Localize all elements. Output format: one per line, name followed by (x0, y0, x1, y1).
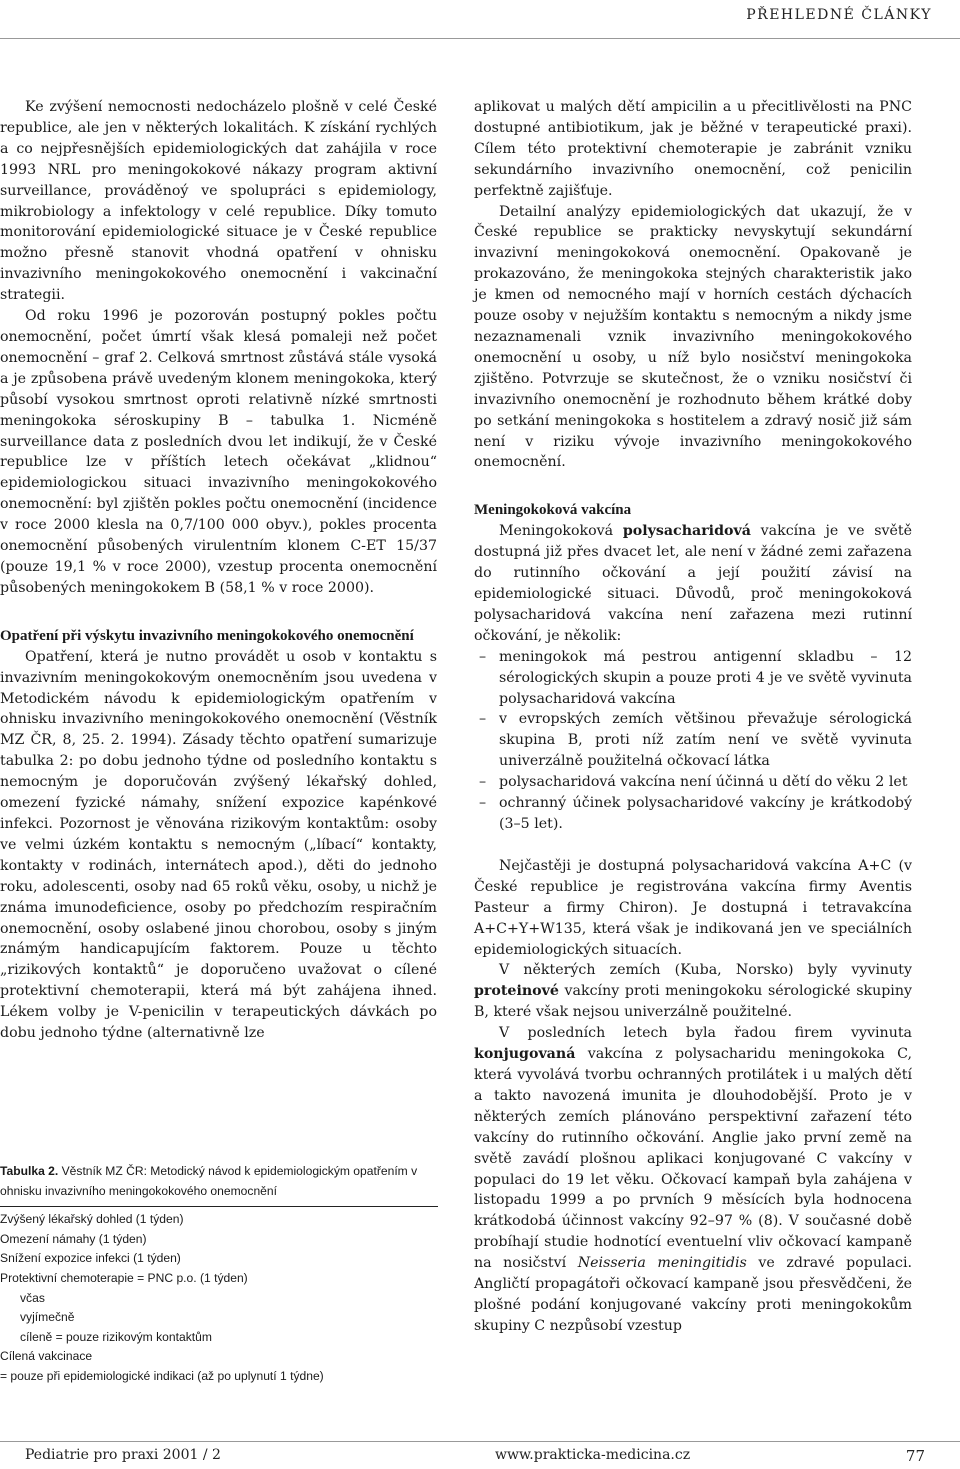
text-span: vakcína z polysacharidu meningokoka C, která vyvolává tvorbu ochranných protilátek i u malých dětí a takto navozená imunita je dlouhodobější. Proto je v některých zemích plánováno perspektivní zařazení této vakcíny do rutinního očkování. Anglie jako první země na světě zavádí plošnou aplikaci konjugované C vakcíny v populaci do 19 let věku. Očkovací kampaň byla zahájena v listopadu 1999 a po prvních 9 měsících byla hodnocena krátkodobá účinnost vakcíny 92–97 % (8). V současné době probíhají studie hodnotící eventuelní vliv očkovací kampaně na nosičství (474, 1046, 912, 1272)
section-heading-vaccine: Meningokoková vakcína (474, 502, 632, 519)
list-item: – ochranný účinek polysacharidové vakcíny je krátkodobý (3–5 let). (474, 793, 912, 835)
reasons-list (474, 647, 912, 835)
table-2 (0, 1162, 438, 1387)
table-row: Snížení expozice infekci (1 týden) (0, 1251, 181, 1266)
text-span: ve zdravé populaci. Angličtí propagátoři očkovací kampaně jsou přesvědčeni, že plošné podání konjugované vakcíny proti meningokokům skupiny C nezpůsobí vzestup (474, 1255, 913, 1334)
table-row: Cílená vakcinace (0, 1349, 93, 1364)
right-paragraph-3 (474, 521, 912, 646)
section-label: PŘEHLEDNÉ ČLÁNKY (746, 7, 932, 23)
spacer (0, 599, 437, 626)
left-paragraph-1: Ke zvýšení nemocnosti nedocházelo plošně v celé České republice, ale jen v některých lokalitách. K získání rychlých a co nejpřesnějších epidemiologických dat zahájila v roce 1993 NRL pro meningokokové nákazy program aktivní surveillance, prováděnoý ve spolupráci s epidemiology, mikrobiology a infektology v celé republice. Díky tomuto monitorování epidemiologické situace je v České republice možno přesně stanovit vhodná opatření v ohnisku invazivního meningokokového onemocnění i vakcinační strategii. (0, 99, 437, 304)
right-paragraph-5 (474, 960, 912, 1023)
list-item: – polysacharidová vakcína není účinná u dětí do věku 2 let (474, 772, 912, 793)
left-paragraph-3: Opatření, která je nutno provádět u osob v kontaktu s invazivním meningokokovým onemocněním jsou uvedena v Metodickém návodu k epidemiologickým opatřením v ohnisku invazivního meningokokového onemocnění (Věstník MZ ČR, 8, 25. 2. 1994). Zásady těchto opatření sumarizuje tabulka 2: po dobu jednoho týdne od posledního kontaktu s nemocným je doporučován zvýšený lékařský dohled, omezení fyzické námahy, snížení expozice kapénkové infekci. Pozornost je věnována rizikovým kontaktům: osoby ve velmi úzkém kontaktu s nemocným („líbací“ kontakty, kontakty v rodinách, internátech apod.), děti do jednoho roku, adolescenti, osoby nad 65 roků věku, osoby, u nichž je známa imunodeficience, osoby po předchozím respiračním onemocnění, osoby oslabené jinou chorobou, osoby s jiným známým handicapujícím faktorem. Pouze u těchto „rizikových kontaktů“ je doporučeno uvažovat o cílené protektivní chemoterapii, která má být zahájena ihned. Lékem volby je V-penicilin v terapeutických dávkách po dobu jednoho týdne (alternativně lze (0, 648, 437, 1042)
bold-term: polysacharidová (622, 523, 751, 540)
right-paragraph-1: aplikovat u malých dětí ampicilin a u přecitlivělosti na PNC dostupné antibiotikum, jak je běžné v terapeutické praxi). Cílem této protektivní chemoterapie je zabránit vzniku sekundárního invazivního onemocnění, což penicilin perfektně zajišťuje. (474, 99, 912, 199)
table-row: = pouze při epidemiologické indikaci (až po uplynutí 1 týdne) (0, 1368, 324, 1383)
table-row: Zvýšený lékařský dohled (1 týden) (0, 1212, 184, 1227)
right-paragraph-6 (474, 1023, 912, 1337)
right-paragraph-2: Detailní analýzy epidemiologických dat ukazují, že v České republice se prakticky nevyskytují sekundární invazivní meningokoková onemocnění. Opakovaně je prokazováno, že meningokoka stejných charakteristik jako je kmen od nemocného mají v horních cestách dýchacích pouze osoby v nejužším kontaktu s nemocným a nikdy jsme nezaznamenali vznik invazivního meningokokového onemocnění u osoby, u níž bylo nosičství meningokoka zjištěno. Potvrzuje se skutečnost, že o vzniku nosičství či invazivního onemocnění je rozhodnuto během krátké doby po setkání meningokoka s hostitelem a zdravý nosič již sám není v riziku vývoje invazivního meningokokového onemocnění. (474, 203, 912, 471)
table-rule (0, 1206, 438, 1207)
spacer (474, 835, 912, 856)
list-item: – meningokok má pestrou antigenní skladbu – 12 sérologických skupin a pouze proti 4 je ve světě vyvinuta polysacharidová vakcína (474, 647, 912, 710)
text-span: V posledních letech byla řadou firem vyvinuta (499, 1025, 912, 1042)
footer-rule (0, 1441, 960, 1442)
table-caption (0, 1162, 438, 1201)
table-caption-text: Věstník MZ ČR: Metodický návod k epidemiologickým opatřením v ohnisku invazivního meningokokového onemocnění (0, 1164, 418, 1198)
header-rule (0, 38, 960, 39)
table-row: Omezení námahy (1 týden) (0, 1231, 147, 1246)
text-span: vakcína je ve světě dostupná již přes dvacet let, ale není v žádné zemi zařazena do rutinního očkování a její použití závisí na epidemiologické situaci. Důvodů, proč meningokoková polysacharidová vakcína není zařazena mezi rutinní očkování, je několik: (474, 523, 913, 644)
footer-page-number: 77 (905, 1447, 925, 1465)
italic-term: Neisseria meningitidis (577, 1255, 747, 1272)
footer-url: www.prakticka-medicina.cz (495, 1447, 691, 1463)
footer-journal: Pediatrie pro praxi 2001 / 2 (25, 1447, 221, 1463)
text-span: vakcíny proti meningokoku sérologické skupiny B, které však nejsou univerzálně použitelné. (474, 983, 912, 1021)
table-row: vyjímečně (20, 1310, 75, 1325)
right-paragraph-4: Nejčastěji je dostupná polysacharidová vakcína A+C (v České republice je registrována vakcína firmy Aventis Pasteur a firmy Chiron). Je dostupná i tetravakcína A+C+Y+W135, která však je indikovaná jen ve speciálních epidemiologických situacích. (474, 857, 912, 958)
table-row: včas (20, 1290, 45, 1305)
table-row: Protektivní chemoterapie = PNC p.o. (1 týden) (0, 1270, 248, 1285)
spacer (474, 473, 912, 500)
left-column (0, 97, 437, 1044)
table-row: cíleně = pouze rizikovým kontaktům (20, 1329, 212, 1344)
text-span: Meningokoková (499, 523, 623, 540)
list-item: – v evropských zemích většinou převažuje sérologická skupina B, proti níž zatím není ve světě vyvinuta univerzálně použitelná očkovací látka (474, 709, 912, 772)
bold-term: konjugovaná (474, 1046, 576, 1063)
bold-term: proteinové (474, 983, 559, 1000)
section-heading-measures: Opatření při výskytu invazivního meningokokového onemocnění (0, 627, 414, 644)
right-column (474, 97, 912, 1337)
left-paragraph-2: Od roku 1996 je pozorován postupný pokles počtu onemocnění, počet úmrtí však klesá pomaleji než počet onemocnění – graf 2. Celková smrtnost zůstává stále vysoká a je způsobena právě uvedeným klonem meningokoka, který působí vysokou smrtnost oproti relativně nízké smrtnosti meningokoka séroskupiny B – tabulka 1. Nicméně surveillance data z posledních dvou let indikují, že v České republice lze v příštích letech očekávat „klidnou“ epidemiologickou situaci invazivního meningokokového onemocnění: byl zjištěn pokles počtu onemocnění (incidence v roce 2000 klesla na 0,7/100 000 obyv.), pokles procenta onemocnění působených virulentním klonem C-ET 15/37 (pouze 19,1 % v roce 2000), vzestup procenta onemocnění působených meningokokem B (58,1 % v roce 2000). (0, 308, 437, 596)
text-span: V některých zemích (Kuba, Norsko) byly vyvinuty (499, 962, 912, 979)
table-label: Tabulka 2. (0, 1164, 59, 1178)
